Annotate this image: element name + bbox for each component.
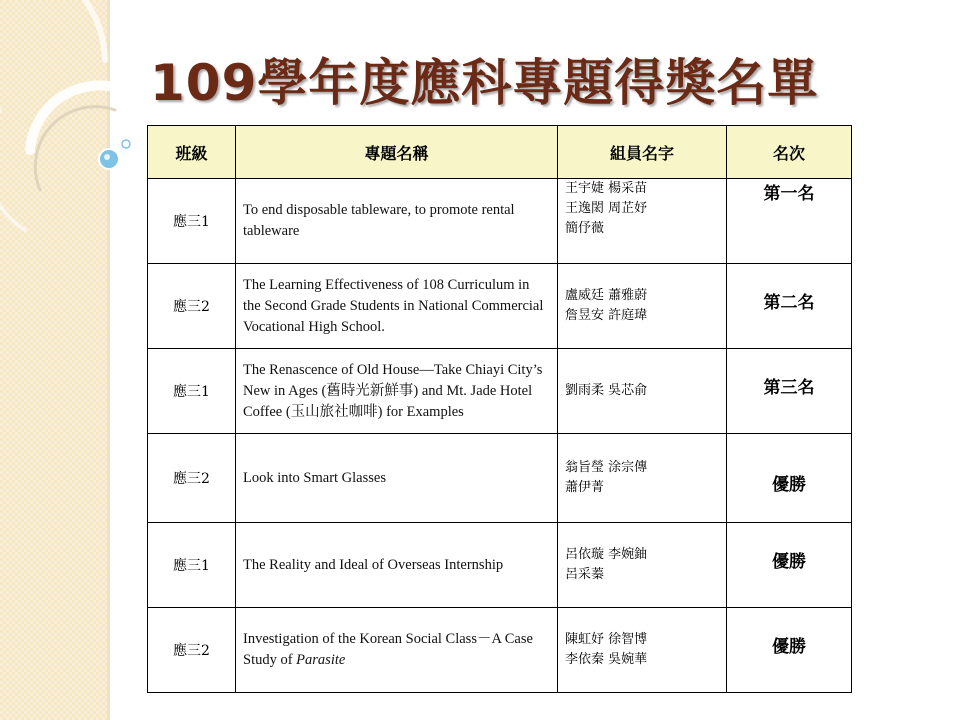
class-cell: 應三1 <box>148 523 236 608</box>
project-name-cell <box>236 608 558 693</box>
table-row <box>148 523 852 608</box>
class-cell: 應三2 <box>148 434 236 523</box>
member-line: 簡伃薇 <box>565 221 605 236</box>
table-row <box>148 349 852 434</box>
bubble-highlight <box>104 154 110 160</box>
class-cell: 應三1 <box>148 179 236 264</box>
class-cell: 應三1 <box>148 349 236 434</box>
members-cell <box>558 179 727 264</box>
project-title-italic: Parasite <box>296 652 346 668</box>
project-title: Investigation of the Korean Social Class－A Case Study of <box>243 631 533 668</box>
rank-cell: 優勝 <box>727 523 852 608</box>
header-project-name: 專題名稱 <box>236 126 558 179</box>
table-row <box>148 264 852 349</box>
decorative-arc-top <box>85 0 105 60</box>
decorative-ring-outer <box>30 85 135 150</box>
table-row <box>148 608 852 693</box>
decorative-ring-mid <box>35 107 115 190</box>
project-title: The Learning Effectiveness of 108 Curriculum in the Second Grade Students in National Commercial Vocational High School. <box>243 276 544 335</box>
member-line: 蕭伊菁 <box>565 480 605 495</box>
member-line: 王宇婕 楊采苗 <box>565 181 648 196</box>
decorative-ring-inner <box>0 110 25 230</box>
table-row <box>148 434 852 523</box>
members-cell <box>558 523 727 608</box>
header-members: 組員名字 <box>558 126 727 179</box>
awards-table <box>147 125 852 693</box>
project-name-cell <box>236 179 558 264</box>
rank-cell: 優勝 <box>727 434 852 523</box>
members-cell <box>558 264 727 349</box>
rank-cell: 優勝 <box>727 608 852 693</box>
table-row <box>148 179 852 264</box>
member-line: 呂依璇 李婉鈾 <box>565 547 648 562</box>
project-name-cell <box>236 523 558 608</box>
members-cell <box>558 434 727 523</box>
member-line: 翁旨瑩 涂宗傳 <box>565 460 648 475</box>
project-title: Look into Smart Glasses <box>243 469 386 486</box>
member-line: 劉雨柔 吳芯俞 <box>565 383 648 398</box>
project-name-cell <box>236 264 558 349</box>
rank-cell: 第三名 <box>727 349 852 434</box>
project-name-cell <box>236 349 558 434</box>
member-line: 呂采蓁 <box>565 567 605 582</box>
member-line: 王逸閎 周芷妤 <box>565 201 648 216</box>
project-name-cell <box>236 434 558 523</box>
table-header-row <box>148 126 852 179</box>
header-rank: 名次 <box>727 126 852 179</box>
member-line: 盧威廷 蕭雅蔚 <box>565 288 648 303</box>
class-cell: 應三2 <box>148 608 236 693</box>
header-class: 班級 <box>148 126 236 179</box>
class-cell: 應三2 <box>148 264 236 349</box>
decorative-bubble-small <box>122 140 130 148</box>
member-line: 李依秦 吳婉華 <box>565 652 648 667</box>
members-cell <box>558 608 727 693</box>
member-line: 詹昱安 許庭瑋 <box>565 308 648 323</box>
project-title: To end disposable tableware, to promote rental tableware <box>243 202 515 239</box>
project-title: The Renascence of Old House—Take Chiayi City’s New in Ages (舊時光新鮮事) and Mt. Jade Hotel Coffee (玉山旅社咖啡) for Examples <box>243 361 543 420</box>
rank-cell: 第一名 <box>727 179 852 264</box>
member-line: 陳虹妤 徐智博 <box>565 632 648 647</box>
members-cell <box>558 349 727 434</box>
page-title: 109學年度應科專題得獎名單 <box>150 54 819 112</box>
project-title: The Reality and Ideal of Overseas Internship <box>243 556 504 573</box>
rank-cell: 第二名 <box>727 264 852 349</box>
